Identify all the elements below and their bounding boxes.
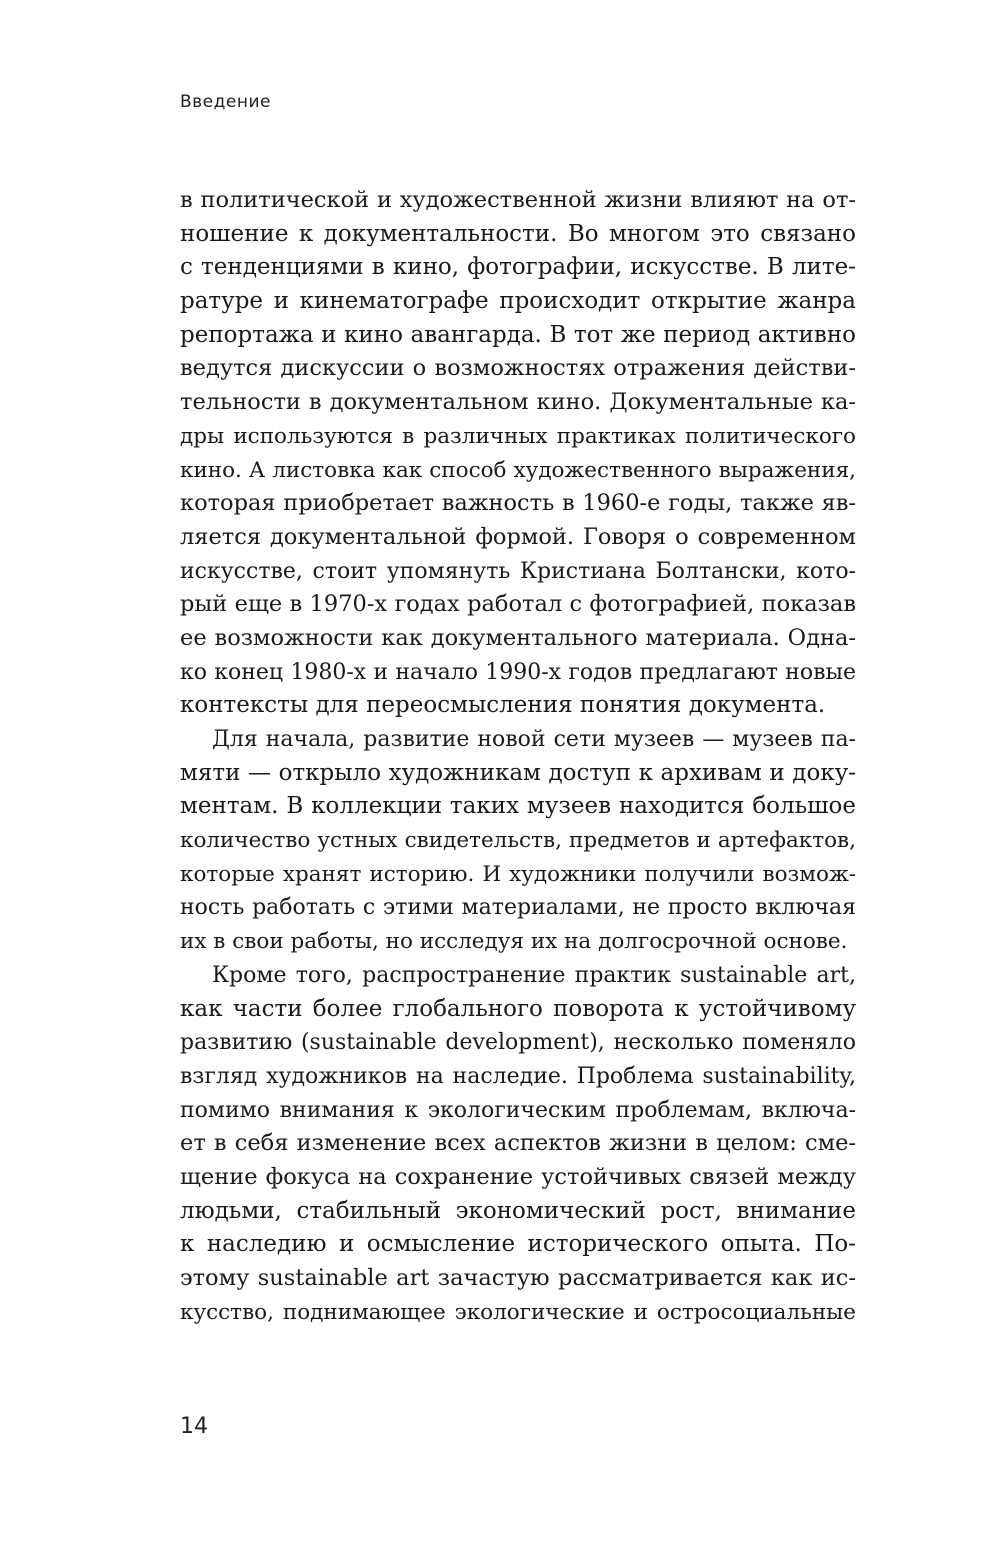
text-line: ношение к документальности. Во многом это связано [180,220,856,247]
text-line: Кроме того, распространение практик sustainable art, [212,962,856,988]
text-line: ляется документальной формой. Говоря о современном [180,523,856,550]
text-line: Для начала, развитие новой сети музеев — музеев па- [212,727,856,752]
text-line: ность работать с этими материалами, не просто включая [180,895,856,921]
text-line: которая приобретает важность в 1960-е годы, также яв- [180,490,856,517]
text-line: этому sustainable art зачастую рассматривается как ис- [180,1265,856,1291]
text-line: репортажа и кино авангарда. В тот же период активно [180,321,856,348]
running-header: Введение [180,92,271,112]
text-line: в политической и художественной жизни влияют на от- [180,187,856,213]
text-line: кусство, поднимающее экологические и остросоциальные [180,1299,856,1325]
text-line: ее возможности как документального материала. Одна- [180,624,856,651]
text-line: дры используются в различных практиках политического [180,423,856,449]
text-line: ведутся дискуссии о возможностях отражения действи- [180,355,856,382]
text-line: количество устных свидетельств, предметов и артефактов, [180,828,856,854]
text-line: мяти — открыло художникам доступ к архивам и доку- [180,759,856,786]
paragraph [180,723,856,959]
page-number: 14 [180,1414,208,1439]
text-line: контексты для переосмысления понятия документа. [180,692,826,719]
text-line: с тенденциями в кино, фотографии, искусстве. В лите- [180,254,856,281]
text-line: искусстве, стоит упомянуть Кристиана Болтански, кото- [180,558,856,584]
text-line: людьми, стабильный экономический рост, внимание [180,1197,856,1224]
paragraph [180,959,856,1330]
body-text [180,184,856,1329]
text-line: ет в себя изменение всех аспектов жизни в целом: сме- [180,1130,856,1157]
paragraph [180,184,856,723]
text-line: щение фокуса на сохранение устойчивых связей между [180,1163,856,1190]
text-line: тельности в документальном кино. Документальные ка- [180,389,856,416]
text-line: ратуре и кинематографе происходит открытие жанра [180,288,856,315]
text-line: ментам. В коллекции таких музеев находится большое [180,793,856,820]
text-line: помимо внимания к экологическим проблемам, включа- [180,1097,856,1123]
text-line: их в свои работы, но исследуя их на долгосрочной основе. [180,929,848,955]
text-line: развитию (sustainable development), несколько поменяло [180,1030,856,1056]
text-line: кино. А листовка как способ художественного выражения, [180,457,856,483]
text-line: взгляд художников на наследие. Проблема sustainability, [180,1063,856,1089]
text-line: как части более глобального поворота к устойчивому [180,995,856,1022]
text-line: которые хранят историю. И художники получили возмож- [180,861,856,887]
text-line: рый еще в 1970-х годах работал с фотографией, показав [180,591,856,618]
text-line: к наследию и осмысление исторического опыта. По- [180,1231,856,1258]
text-line: ко конец 1980-х и начало 1990-х годов предлагают новые [180,659,856,685]
